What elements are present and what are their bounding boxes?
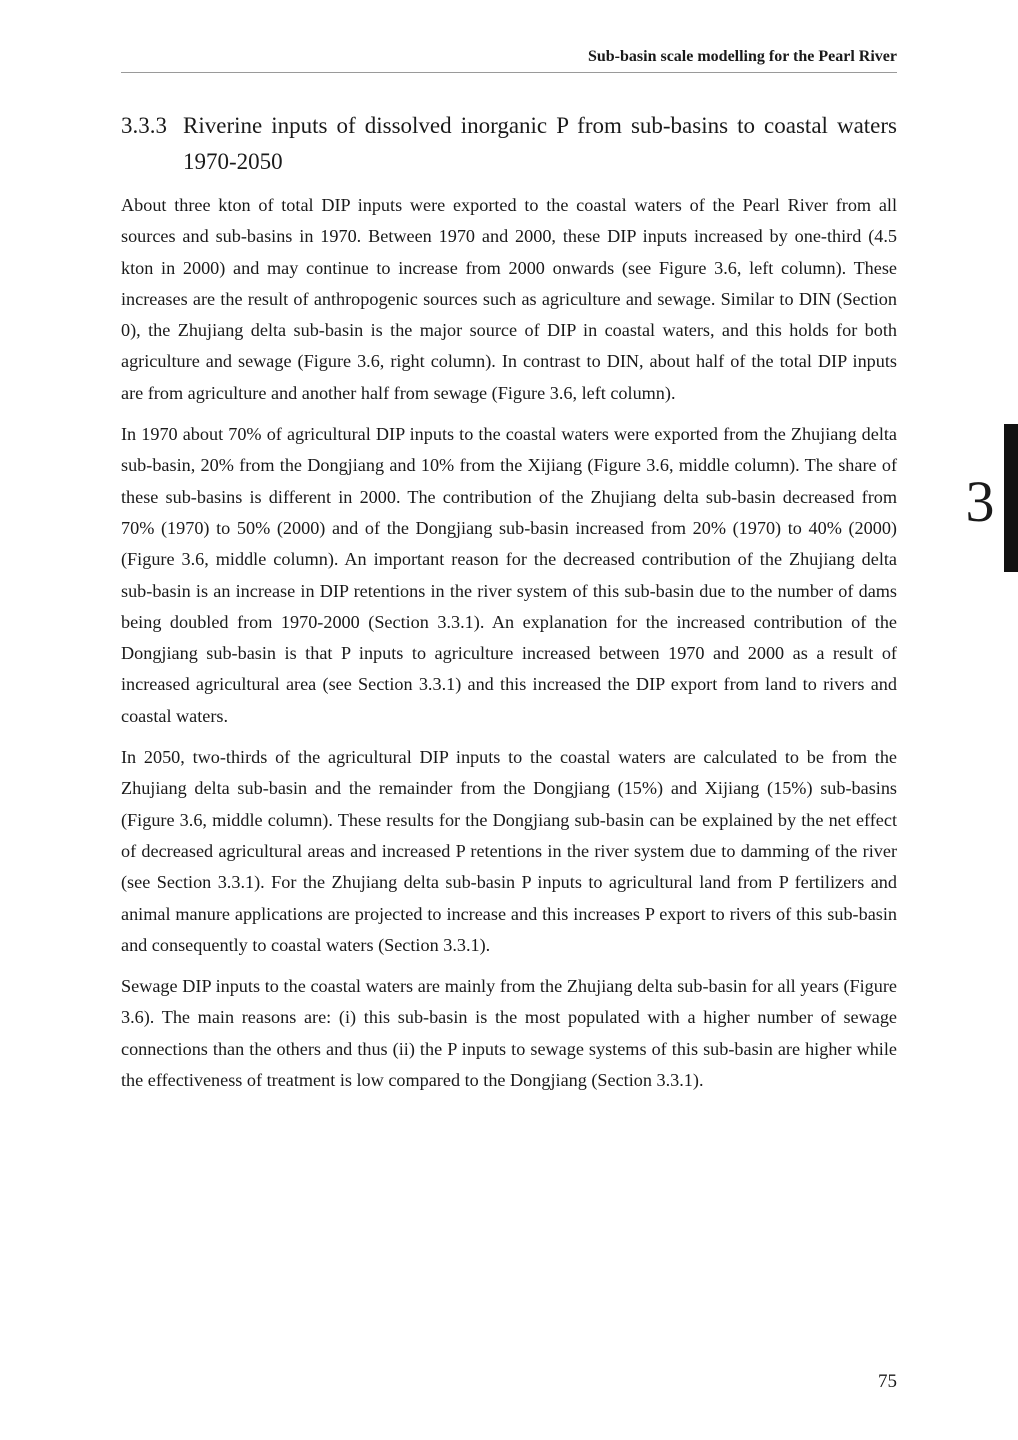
paragraph-4: Sewage DIP inputs to the coastal waters are mainly from the Zhujiang delta sub-basin for all years (Figure 3.6). The main reasons are: (i) this sub-basin is the most populated with a higher number of sewage connections than the others and thus (ii) the P inputs to sewage systems of this sub-basin are higher while the effectiveness of treatment is low compared to the Dongjiang (Section 3.3.1). (121, 976, 897, 1091)
paragraph-1: About three kton of total DIP inputs were exported to the coastal waters of the Pearl River from all sources and sub-basins in 1970. Between 1970 and 2000, these DIP inputs increased by one-third (4.5 kton in 2000) and may continue to increase from 2000 onwards (see Figure 3.6, left column). These increases are the result of anthropogenic sources such as agriculture and sewage. Similar to DIN (Section 0), the Zhujiang delta sub-basin is the major source of DIP in coastal waters, and this holds for both agriculture and sewage (Figure 3.6, right column). In contrast to DIN, about half of the total DIP inputs are from agriculture and another half from sewage (Figure 3.6, left column). (121, 195, 897, 403)
section-heading (121, 108, 897, 180)
body-text (121, 190, 897, 1106)
page-number: 75 (878, 1371, 897, 1392)
paragraph-2: In 1970 about 70% of agricultural DIP inputs to the coastal waters were exported from the Zhujiang delta sub-basin, 20% from the Dongjiang and 10% from the Xijiang (Figure 3.6, middle column). The share of these sub-basins is different in 2000. The contribution of the Zhujiang delta sub-basin decreased from 70% (1970) to 50% (2000) and of the Dongjiang sub-basin increased from 20% (1970) to 40% (2000) (Figure 3.6, middle column). An important reason for the decreased contribution of the Zhujiang delta sub-basin is an increase in DIP retentions in the river system of this sub-basin due to the number of dams being doubled from 1970-2000 (Section 3.3.1). An explanation for the increased contribution of the Dongjiang sub-basin is that P inputs to agriculture increased between 1970 and 2000 as a result of increased agricultural area (see Section 3.3.1) and this increased the DIP export from land to rivers and coastal waters. (121, 424, 897, 726)
running-header: Sub-basin scale modelling for the Pearl River (587, 48, 897, 65)
chapter-number: 3 (965, 469, 995, 534)
paragraph-3: In 2050, two-thirds of the agricultural DIP inputs to the coastal waters are calculated to be from the Zhujiang delta sub-basin and the remainder from the Dongjiang (15%) and Xijiang (15%) sub-basins (Figure 3.6, middle column). These results for the Dongjiang sub-basin can be explained by the net effect of decreased agricultural areas and increased P retentions in the river system due to damming of the river (see Section 3.3.1). For the Zhujiang delta sub-basin P inputs to agricultural land from P fertilizers and animal manure applications are projected to increase and this increases P export to rivers of this sub-basin and consequently to coastal waters (Section 3.3.1). (121, 747, 897, 955)
chapter-tab-marker (1004, 424, 1018, 572)
section-number: 3.3.3 (121, 113, 167, 138)
section-title: Riverine inputs of dissolved inorganic P from sub-basins to coastal waters 1970-2050 (183, 113, 897, 174)
header-rule (121, 72, 897, 73)
